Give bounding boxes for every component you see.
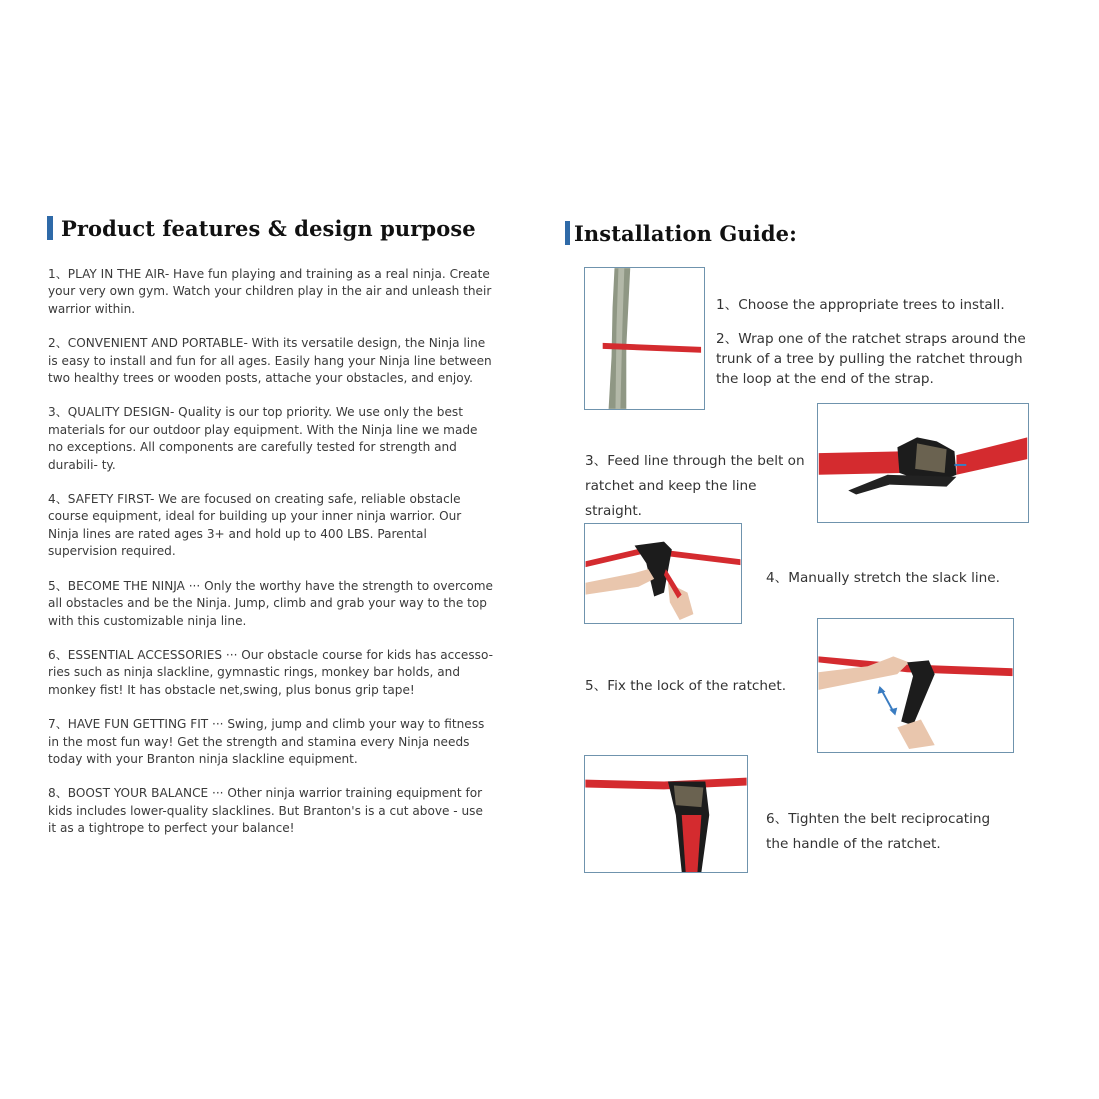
feature-item-2: 2、CONVENIENT AND PORTABLE- With its versatile design, the Ninja line is easy to install and fun for all ages. Easily hang your Ninja line between two healthy trees or wooden posts, attache your obstacles, and enjoy.	[48, 336, 492, 386]
install-step-5: 5、Fix the lock of the ratchet.	[585, 678, 787, 694]
ratchet-tighten-photo	[584, 755, 748, 873]
feature-item-5: 5、BECOME THE NINJA ··· Only the worthy have the strength to overcome all obstacles and be the Ninja. Jump, climb and grab your way to the top with this customizable ninja line.	[48, 578, 493, 628]
feature-item-8: 8、BOOST YOUR BALANCE ··· Other ninja warrior training equipment for kids includes lower-quality slacklines. But Branton's is a cut above - use it as a tightrope to perfect your balance!	[48, 786, 483, 836]
features-heading-text: Product features & design purpose	[61, 216, 476, 241]
feature-list	[48, 266, 494, 855]
feature-item-6: 6、ESSENTIAL ACCESSORIES ··· Our obstacle course for kids has accesso- ries such as ninja slackline, gymnastic rings, monkey bar holds, and monkey fist! It has obstacle net,swing, plus bonus grip tape!	[48, 647, 493, 697]
install-step-4: 4、Manually stretch the slack line.	[766, 570, 1000, 586]
installation-heading	[565, 221, 797, 246]
features-heading	[47, 216, 476, 241]
feature-item-1: 1、PLAY IN THE AIR- Have fun playing and training as a real ninja. Create your very own gym. Watch your children play in the air and unleash their warrior within.	[48, 267, 492, 316]
tree-strap-photo	[584, 267, 705, 410]
feature-item-3: 3、QUALITY DESIGN- Quality is our top priority. We use only the best materials for our outdoor play equipment. With the Ninja line we made no exceptions. All components are carefully tested for strength and durabili- ty.	[48, 405, 478, 472]
heading-accent-bar	[47, 216, 53, 240]
stretch-line-photo	[584, 523, 742, 624]
install-step-6: 6、Tighten the belt reciprocating the handle of the ratchet.	[766, 811, 991, 852]
installation-heading-text: Installation Guide:	[574, 221, 797, 246]
install-step-1: 1、Choose the appropriate trees to install.	[716, 297, 1005, 313]
feature-item-4: 4、SAFETY FIRST- We are focused on creating safe, reliable obstacle course equipment, ideal for building up your inner ninja warrior. Our Ninja lines are rated ages 3+ and hold up to 400 LBS. Parental supervision required.	[48, 492, 462, 559]
ratchet-feed-photo	[817, 403, 1029, 523]
tree-strap-illustration	[585, 268, 704, 409]
stretch-line-illustration	[585, 524, 741, 623]
install-step-2: 2、Wrap one of the ratchet straps around the trunk of a tree by pulling the ratchet through the loop at the end of the strap.	[716, 331, 1026, 387]
install-step-3: 3、Feed line through the belt on ratchet and keep the line straight.	[585, 453, 805, 519]
ratchet-tighten-illustration	[585, 756, 747, 872]
ratchet-lock-photo	[817, 618, 1014, 753]
heading-accent-bar	[565, 221, 570, 245]
feature-item-7: 7、HAVE FUN GETTING FIT ··· Swing, jump and climb your way to fitness in the most fun way! Get the strength and stamina every Ninja needs today with your Branton ninja slackline equipment.	[48, 717, 485, 766]
ratchet-feed-illustration	[818, 404, 1028, 522]
ratchet-lock-illustration	[818, 619, 1013, 752]
